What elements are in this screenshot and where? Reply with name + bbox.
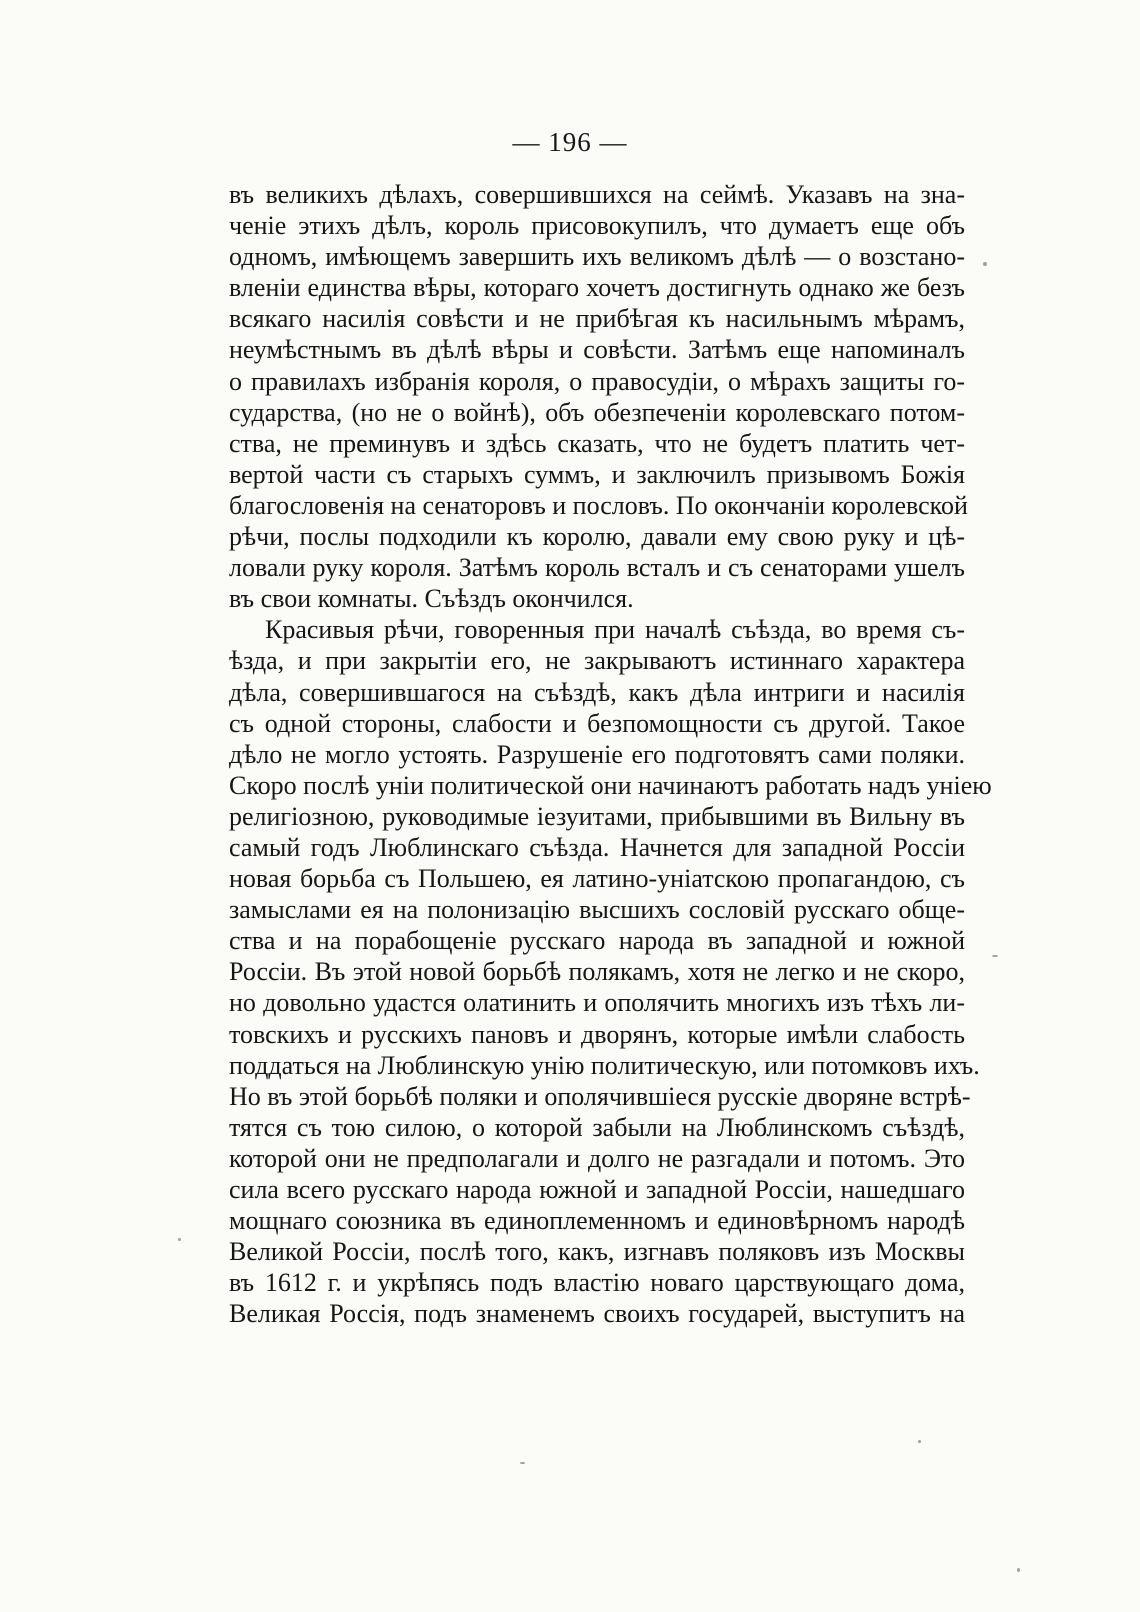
text-line: ѣзда, и при закрытіи его, не закрываютъ истиннаго характера — [229, 646, 965, 676]
paragraph-2 — [229, 614, 992, 1329]
scan-speck — [520, 1462, 525, 1464]
text-line: дѣла, совершившагося на съѣздѣ, какъ дѣла интриги и насилія — [229, 677, 965, 707]
text-line: поддаться на Люблинскую унію политическую, или потомковъ ихъ. — [229, 1050, 980, 1080]
text-line: о правилахъ избранія короля, о правосудіи, о мѣрахъ защиты го- — [229, 366, 965, 396]
body-text — [229, 179, 992, 1329]
text-line: Скоро послѣ уніи политической они начинаютъ работать надъ уніею — [229, 770, 992, 800]
text-line: но довольно удастся олатинить и ополячить многихъ изъ тѣхъ ли- — [229, 988, 965, 1018]
text-line: въ 1612 г. и укрѣпясь подъ властію новаго царствующаго дома, — [229, 1268, 965, 1298]
scan-speck — [983, 262, 987, 266]
text-line: тятся съ тою силою, о которой забыли на Люблинскомъ съѣздѣ, — [229, 1112, 965, 1142]
paragraph-1 — [229, 179, 968, 614]
text-line: вертой части съ старыхъ суммъ, и заключилъ призывомъ Божія — [229, 459, 965, 489]
text-line: религіозною, руководимые іезуитами, прибывшими въ Вильну въ — [229, 801, 965, 831]
scan-speck — [178, 1238, 181, 1241]
text-line: рѣчи, послы подходили къ королю, давали ему свою руку и цѣ- — [229, 522, 965, 552]
text-line: замыслами ея на полонизацію высшихъ сословій русскаго обще- — [229, 895, 965, 925]
text-line: одномъ, имѣющемъ завершить ихъ великомъ дѣлѣ — о возстано- — [229, 242, 965, 272]
text-line: сударства, (но не о войнѣ), объ обезпеченіи королевскаго потом- — [229, 397, 965, 427]
text-line: новая борьба съ Польшею, ея латино-уніатскою пропагандою, съ — [229, 864, 965, 894]
scan-speck — [918, 1440, 921, 1443]
text-line: Красивыя рѣчи, говоренныя при началѣ съѣзда, во время съ- — [265, 615, 965, 645]
text-line: ловали руку короля. Затѣмъ король всталъ и съ сенаторами ушелъ — [229, 553, 965, 583]
text-line: Но въ этой борьбѣ поляки и ополячившіеся русскіе дворяне встрѣ- — [229, 1081, 971, 1111]
text-line: сила всего русскаго народа южной и западной Россіи, нашедшаго — [229, 1175, 965, 1204]
text-line: Великая Россія, подъ знаменемъ своихъ государей, выступитъ на — [229, 1299, 965, 1329]
text-line: Россіи. Въ этой новой борьбѣ полякамъ, хотя не легко и не скоро, — [229, 957, 965, 987]
text-line: вленіи единства вѣры, котораго хочетъ достигнуть однако же безъ — [229, 273, 965, 303]
text-line: мощнаго союзника въ единоплеменномъ и единовѣрномъ народѣ — [229, 1206, 965, 1236]
text-line: самый годъ Люблинскаго съѣзда. Начнется для западной Россіи — [229, 832, 965, 862]
text-line: благословенія на сенаторовъ и пословъ. По окончаніи королевской — [229, 490, 968, 520]
text-line: всякаго насилія совѣсти и не прибѣгая къ насильнымъ мѣрамъ, — [229, 304, 965, 334]
text-line: ченіе этихъ дѣлъ, король присовокупилъ, что думаетъ еще объ — [229, 211, 965, 241]
text-line: съ одной стороны, слабости и безпомощности съ другой. Такое — [229, 708, 965, 738]
text-line: въ свои комнаты. Съѣздъ окончился. — [229, 584, 634, 614]
scan-speck — [1017, 1568, 1020, 1572]
text-line: ства и на порабощеніе русскаго народа въ западной и южной — [229, 926, 965, 956]
text-line: которой они не предполагали и долго не разгадали и потомъ. Это — [229, 1143, 965, 1173]
text-line: неумѣстнымъ въ дѣлѣ вѣры и совѣсти. Затѣмъ еще напоминалъ — [229, 335, 965, 365]
text-line: въ великихъ дѣлахъ, совершившихся на сеймѣ. Указавъ на зна- — [229, 180, 965, 209]
page-number: — 196 — — [512, 127, 628, 157]
text-line: дѣло не могло устоять. Разрушеніе его подготовятъ сами поляки. — [229, 739, 965, 769]
scan-speck — [992, 955, 998, 957]
text-line: ства, не преминувъ и здѣсь сказать, что не будетъ платить чет- — [229, 428, 965, 458]
text-line: Великой Россіи, послѣ того, какъ, изгнавъ поляковъ изъ Москвы — [229, 1237, 965, 1267]
text-line: товскихъ и русскихъ пановъ и дворянъ, которые имѣли слабость — [229, 1019, 965, 1049]
